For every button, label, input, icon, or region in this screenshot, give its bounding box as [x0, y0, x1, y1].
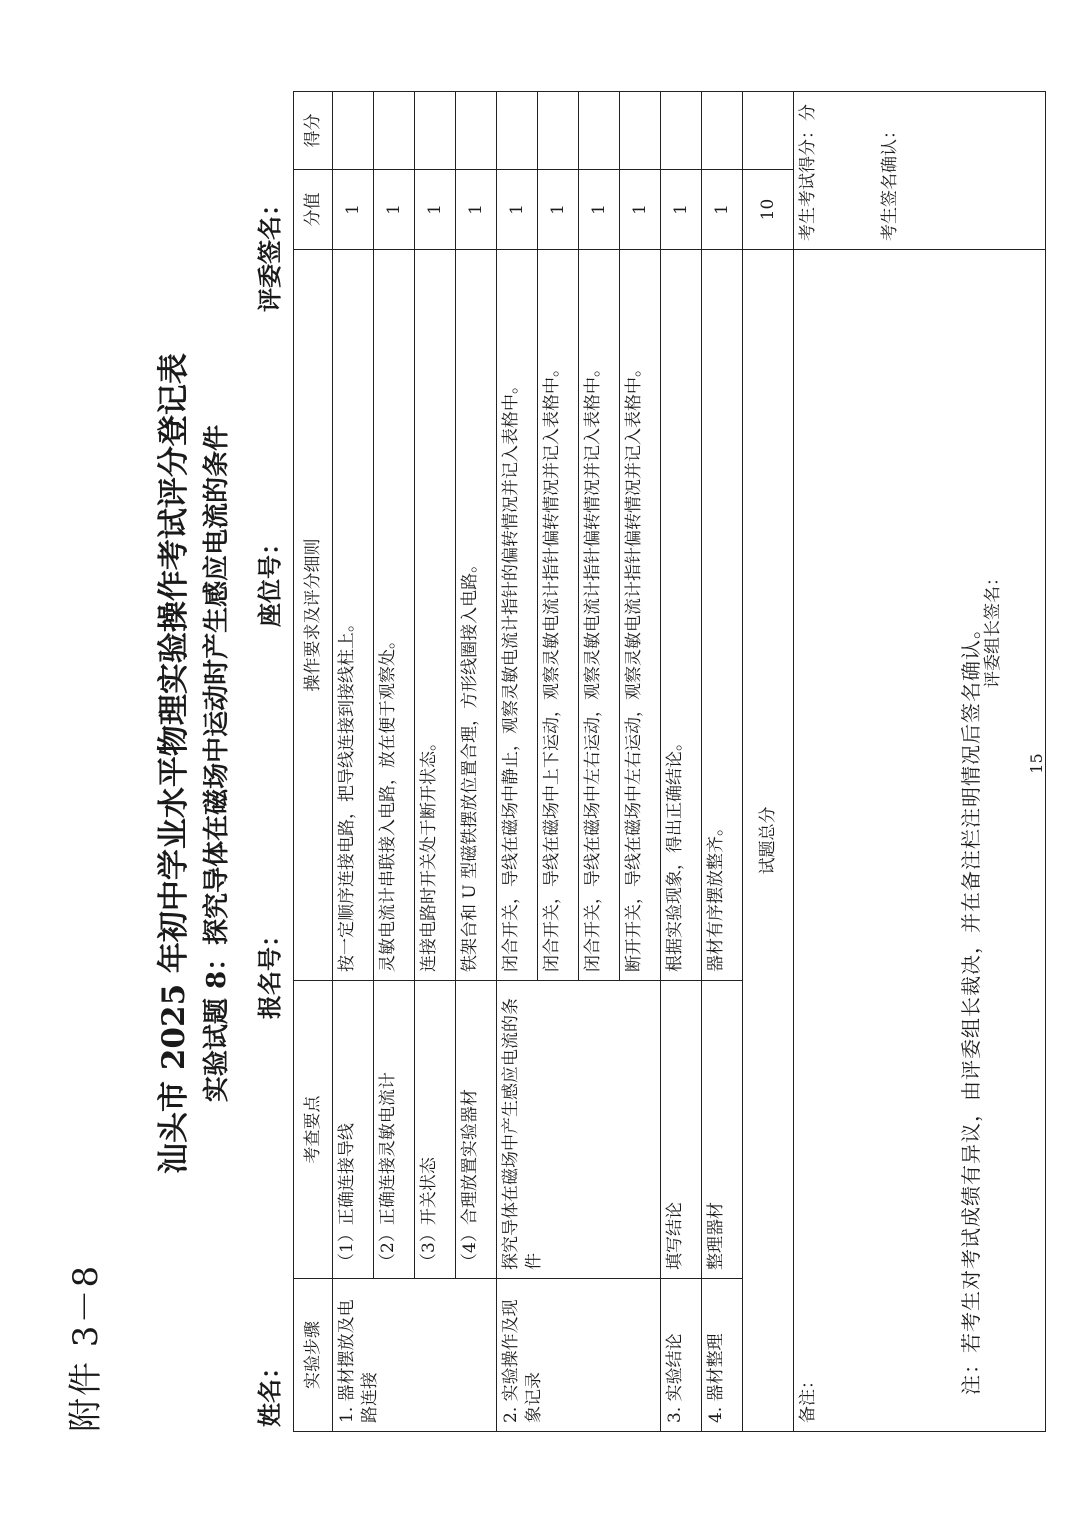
page-subtitle: 实验试题 8：探究导体在磁场中运动时产生感应电流的条件: [202, 424, 232, 1103]
score-cell: 1: [620, 170, 661, 250]
table-row: [702, 92, 743, 1432]
exam-result-cell[interactable]: [794, 92, 1046, 250]
score-cell: 1: [702, 170, 743, 250]
seat-number-label: 座位号：: [255, 531, 284, 627]
points-input-cell[interactable]: [374, 92, 415, 170]
table-row: [456, 92, 497, 1432]
remarks-row: [794, 92, 1046, 1432]
score-cell: 1: [661, 170, 702, 250]
score-cell: 1: [579, 170, 620, 250]
remarks-label: 备注：: [798, 1372, 818, 1423]
total-label: 试题总分: [743, 250, 794, 1432]
point-cell: （3）开关状态: [415, 981, 456, 1279]
score-cell: 1: [497, 170, 538, 250]
student-signature-label: 考生签名确认：: [880, 122, 900, 241]
step-cell-2: 2. 实验操作及现象记录: [497, 1279, 661, 1432]
name-field-label: 姓名：: [255, 1355, 284, 1427]
attachment-label: 附件 3－8: [66, 1263, 106, 1432]
requirement-cell: 闭合开关，导线在磁场中左右运动，观察灵敏电流计指针偏转情况并记入表格中。: [579, 250, 620, 981]
table-row: [374, 92, 415, 1432]
score-cell: 1: [333, 170, 374, 250]
point-cell: 填写结论: [661, 981, 702, 1279]
points-input-cell[interactable]: [579, 92, 620, 170]
points-input-cell[interactable]: [702, 92, 743, 170]
exam-score-label: 考生考试得分：: [798, 122, 818, 241]
point-cell: 探究导体在磁场中产生感应电流的条件: [497, 981, 661, 1279]
requirement-cell: 器材有序摆放整齐。: [702, 250, 743, 981]
point-cell: （1）正确连接导线: [333, 981, 374, 1279]
total-row: [743, 92, 794, 1432]
step-cell-3: 3. 实验结论: [661, 1279, 702, 1432]
table-row: [333, 92, 374, 1432]
requirement-cell: 连接电路时开关处于断开状态。: [415, 250, 456, 981]
points-input-cell[interactable]: [497, 92, 538, 170]
requirement-cell: 按一定顺序连接电路，把导线连接到接线柱上。: [333, 250, 374, 981]
header-point: 考查要点: [294, 981, 333, 1279]
remarks-cell[interactable]: [794, 250, 1046, 1432]
requirement-cell: 断开开关，导线在磁场中左右运动，观察灵敏电流计指针偏转情况并记入表格中。: [620, 250, 661, 981]
score-table: [293, 91, 1046, 1432]
score-unit: 分: [798, 104, 818, 121]
points-input-cell[interactable]: [661, 92, 702, 170]
header-step: 实验步骤: [294, 1279, 333, 1432]
footer-note: 注：若考生对考试成绩有异议，由评委组长裁决，并在备注栏注明情况后签名确认。: [959, 618, 983, 1395]
step-cell-1: 1. 器材摆放及电路连接: [333, 1279, 497, 1432]
total-score: 10: [743, 170, 794, 250]
points-input-cell[interactable]: [415, 92, 456, 170]
leader-signature-label: 评委组长签名：: [983, 569, 1003, 688]
requirement-cell: 铁架台和 U 型磁铁摆放位置合理，方形线圈接入电路。: [456, 250, 497, 981]
registration-number-label: 报名号：: [255, 923, 284, 1019]
point-cell: （4）合理放置实验器材: [456, 981, 497, 1279]
score-cell: 1: [415, 170, 456, 250]
step-cell-4: 4. 器材整理: [702, 1279, 743, 1432]
judge-signature-label: 评委签名：: [255, 192, 284, 312]
points-input-cell[interactable]: [620, 92, 661, 170]
page-title: 汕头市 2025 年初中学业水平物理实验操作考试评分登记表: [156, 353, 192, 1174]
table-header-row: [294, 92, 333, 1432]
table-row: [415, 92, 456, 1432]
score-cell: 1: [538, 170, 579, 250]
table-row: [497, 92, 538, 1432]
points-input-cell[interactable]: [538, 92, 579, 170]
header-requirement: 操作要求及评分细则: [294, 250, 333, 981]
points-input-cell[interactable]: [456, 92, 497, 170]
requirement-cell: 闭合开关，导线在磁场中静止，观察灵敏电流计指针的偏转情况并记入表格中。: [497, 250, 538, 981]
score-cell: 1: [374, 170, 415, 250]
requirement-cell: 闭合开关，导线在磁场中上下运动，观察灵敏电流计指针偏转情况并记入表格中。: [538, 250, 579, 981]
total-points-input-cell[interactable]: [743, 92, 794, 170]
requirement-cell: 根据实验现象，得出正确结论。: [661, 250, 702, 981]
header-score: 分值: [294, 170, 333, 250]
point-cell: 整理器材: [702, 981, 743, 1279]
point-cell: （2）正确连接灵敏电流计: [374, 981, 415, 1279]
requirement-cell: 灵敏电流计串联接入电路，放在便于观察处。: [374, 250, 415, 981]
table-row: [661, 92, 702, 1432]
points-input-cell[interactable]: [333, 92, 374, 170]
score-cell: 1: [456, 170, 497, 250]
header-points: 得分: [294, 92, 333, 170]
page-number: 15: [1027, 753, 1046, 774]
